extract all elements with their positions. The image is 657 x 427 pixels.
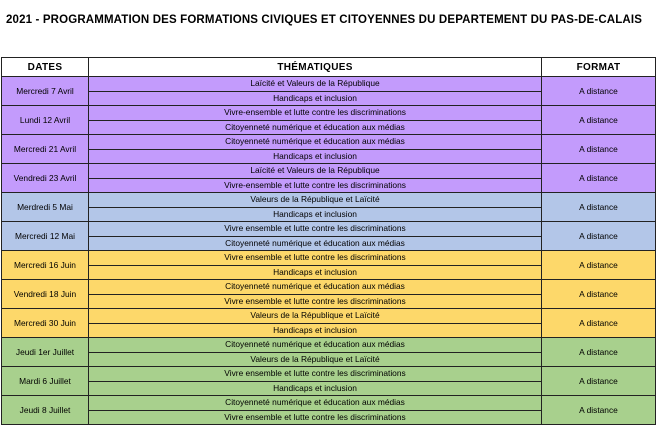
training-schedule-table xyxy=(1,57,656,425)
session-date: Jeudi 1er Juillet xyxy=(2,338,89,367)
session-theme: Handicaps et inclusion xyxy=(89,149,542,164)
session-date: Mercredi 21 Avril xyxy=(2,135,89,164)
table-row xyxy=(2,193,656,208)
session-date: Mardi 6 Juillet xyxy=(2,367,89,396)
table-row xyxy=(2,135,656,150)
session-theme: Valeurs de la République et Laïcité xyxy=(89,193,542,208)
session-format: A distance xyxy=(542,338,656,367)
session-theme: Valeurs de la République et Laïcité xyxy=(89,309,542,324)
session-date: Vendredi 18 Juin xyxy=(2,280,89,309)
session-theme: Handicaps et inclusion xyxy=(89,91,542,106)
session-format: A distance xyxy=(542,222,656,251)
session-theme: Vivre ensemble et lutte contre les discriminations xyxy=(89,222,542,237)
session-date: Vendredi 23 Avril xyxy=(2,164,89,193)
session-format: A distance xyxy=(542,193,656,222)
document-title: 2021 - PROGRAMMATION DES FORMATIONS CIVIQUES ET CITOYENNES DU DEPARTEMENT DU PAS-DE-CALAIS xyxy=(6,14,643,26)
header-dates: DATES xyxy=(2,58,89,77)
session-format: A distance xyxy=(542,164,656,193)
session-theme: Citoyenneté numérique et éducation aux médias xyxy=(89,135,542,150)
session-format: A distance xyxy=(542,367,656,396)
table-row xyxy=(2,338,656,353)
table-header-row xyxy=(2,58,656,77)
session-date: Jeudi 8 Juillet xyxy=(2,396,89,425)
session-date: Merdredi 5 Mai xyxy=(2,193,89,222)
session-format: A distance xyxy=(542,309,656,338)
session-theme: Vivre ensemble et lutte contre les discriminations xyxy=(89,294,542,309)
session-format: A distance xyxy=(542,396,656,425)
session-date: Mercredi 16 Juin xyxy=(2,251,89,280)
session-theme: Vivre-ensemble et lutte contre les discriminations xyxy=(89,106,542,121)
header-format: FORMAT xyxy=(542,58,656,77)
session-theme: Citoyenneté numérique et éducation aux médias xyxy=(89,236,542,251)
table-row xyxy=(2,251,656,266)
table-row xyxy=(2,164,656,179)
table-row xyxy=(2,396,656,411)
session-theme: Handicaps et inclusion xyxy=(89,323,542,338)
table-row xyxy=(2,222,656,237)
session-theme: Valeurs de la République et Laïcité xyxy=(89,352,542,367)
session-format: A distance xyxy=(542,135,656,164)
session-theme: Vivre ensemble et lutte contre les discriminations xyxy=(89,367,542,382)
session-theme: Laïcité et Valeurs de la République xyxy=(89,77,542,92)
session-format: A distance xyxy=(542,77,656,106)
session-theme: Vivre ensemble et lutte contre les discriminations xyxy=(89,410,542,425)
session-theme: Handicaps et inclusion xyxy=(89,207,542,222)
session-theme: Handicaps et inclusion xyxy=(89,265,542,280)
header-thematiques: THÉMATIQUES xyxy=(89,58,542,77)
session-date: Mercredi 7 Avril xyxy=(2,77,89,106)
table-row xyxy=(2,77,656,92)
table-body xyxy=(2,77,656,425)
session-theme: Vivre ensemble et lutte contre les discriminations xyxy=(89,251,542,266)
session-format: A distance xyxy=(542,106,656,135)
session-theme: Handicaps et inclusion xyxy=(89,381,542,396)
table-row xyxy=(2,280,656,295)
session-theme: Vivre-ensemble et lutte contre les discriminations xyxy=(89,178,542,193)
session-date: Mercredi 30 Juin xyxy=(2,309,89,338)
session-theme: Citoyenneté numérique et éducation aux médias xyxy=(89,396,542,411)
table-row xyxy=(2,367,656,382)
session-theme: Citoyenneté numérique et éducation aux médias xyxy=(89,338,542,353)
session-theme: Laïcité et Valeurs de la République xyxy=(89,164,542,179)
session-date: Mercredi 12 Mai xyxy=(2,222,89,251)
session-theme: Citoyenneté numérique et éducation aux médias xyxy=(89,120,542,135)
session-theme: Citoyenneté numérique et éducation aux médias xyxy=(89,280,542,295)
session-format: A distance xyxy=(542,251,656,280)
table-row xyxy=(2,106,656,121)
table-row xyxy=(2,309,656,324)
session-format: A distance xyxy=(542,280,656,309)
session-date: Lundi 12 Avril xyxy=(2,106,89,135)
